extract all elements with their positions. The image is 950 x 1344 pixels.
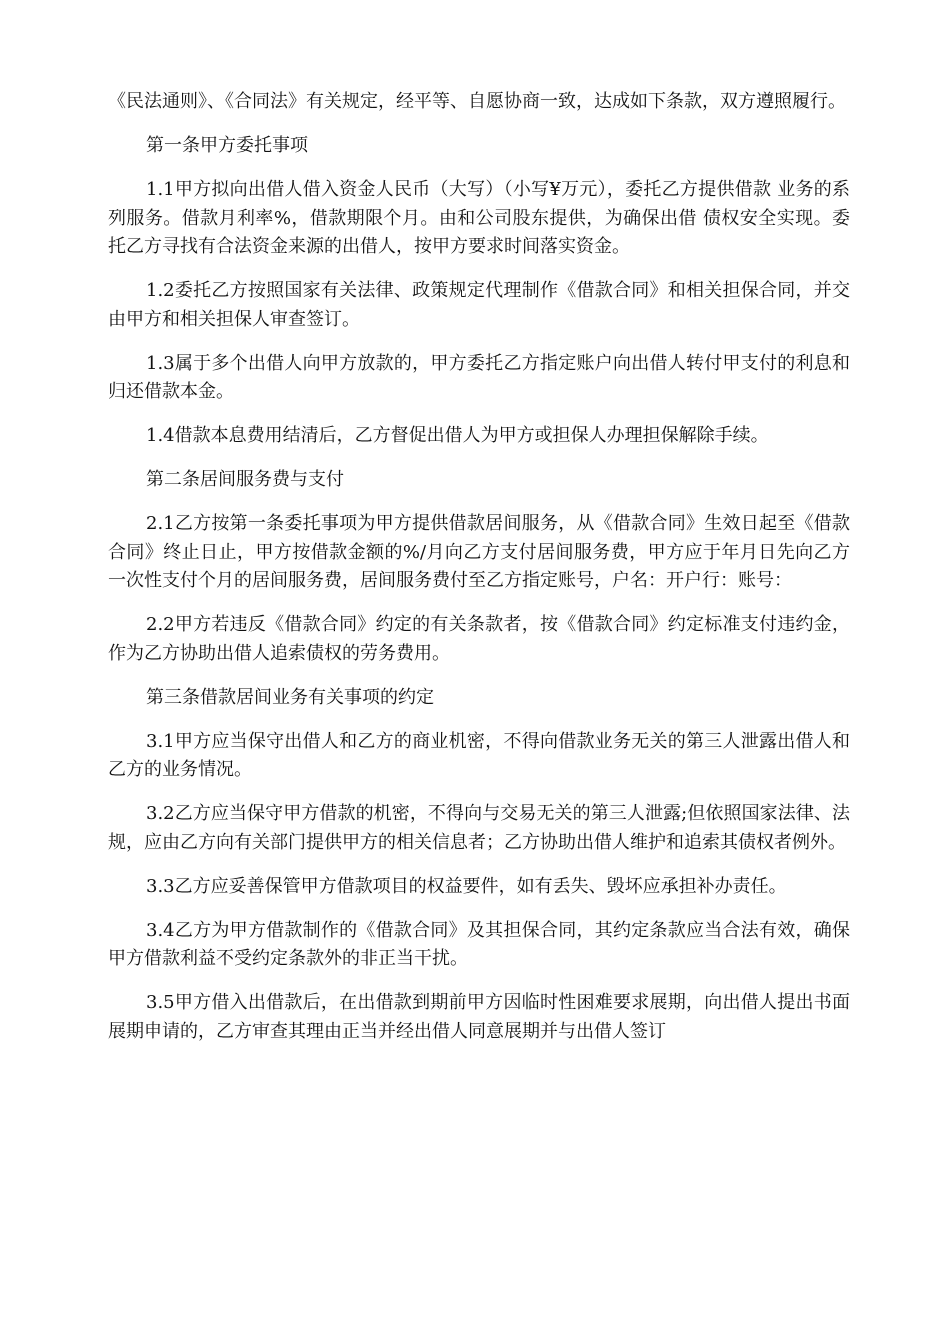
- section-heading-article-1: 第一条甲方委托事项: [146, 135, 308, 156]
- clause-1-1: 1.1甲方拟向出借人借入资金人民币（大写）（小写¥万元），委托乙方提供借款 业务的系列服务。借款月利率%，借款期限个月。由和公司股东提供，为确保出借 债权安全实现。委托乙方寻找有合法资金来源的出借人，按甲方要求时间落实资金。: [108, 179, 850, 257]
- clause-3-1: 3.1甲方应当保守出借人和乙方的商业机密，不得向借款业务无关的第三人泄露出借人和乙方的业务情况。: [108, 730, 850, 780]
- clause-3-4: 3.4乙方为甲方借款制作的《借款合同》及其担保合同，其约定条款应当合法有效，确保甲方借款利益不受约定条款外的非正当干扰。: [108, 919, 850, 969]
- clause-1-2: 1.2委托乙方按照国家有关法律、政策规定代理制作《借款合同》和相关担保合同，并交由甲方和相关担保人审查签订。: [108, 280, 850, 330]
- clause-2-1: 2.1乙方按第一条委托事项为甲方提供借款居间服务，从《借款合同》生效日起至《借款合同》终止日止，甲方按借款金额的%/月向乙方支付居间服务费，甲方应于年月日先向乙方一次性支付个月的居间服务费，居间服务费付至乙方指定账号，户名：开户行：账号：: [108, 513, 850, 591]
- document-page: [108, 88, 850, 1062]
- section-heading-article-2: 第二条居间服务费与支付: [146, 469, 344, 490]
- clause-3-3: 3.3乙方应妥善保管甲方借款项目的权益要件，如有丢失、毁坏应承担补办责任。: [146, 875, 787, 897]
- paragraph-intro-continuation: 《民法通则》、《合同法》有关规定，经平等、自愿协商一致，达成如下条款，双方遵照履行。: [108, 91, 846, 112]
- clause-1-4: 1.4借款本息费用结清后，乙方督促出借人为甲方或担保人办理担保解除手续。: [146, 425, 769, 446]
- clause-2-2: 2.2甲方若违反《借款合同》约定的有关条款者，按《借款合同》约定标准支付违约金，作为乙方协助出借人追索债权的劳务费用。: [108, 614, 850, 664]
- clause-3-5: 3.5甲方借入出借款后，在出借款到期前甲方因临时性困难要求展期，向出借人提出书面展期申请的，乙方审查其理由正当并经出借人同意展期并与出借人签订: [108, 992, 850, 1042]
- clause-3-2: 3.2乙方应当保守甲方借款的机密，不得向与交易无关的第三人泄露;但依照国家法律、法规，应由乙方向有关部门提供甲方的相关信息者；乙方协助出借人维护和追索其债权者例外。: [108, 803, 850, 853]
- clause-1-3: 1.3属于多个出借人向甲方放款的，甲方委托乙方指定账户向出借人转付甲支付的利息和归还借款本金。: [108, 352, 850, 402]
- section-heading-article-3: 第三条借款居间业务有关事项的约定: [146, 686, 434, 708]
